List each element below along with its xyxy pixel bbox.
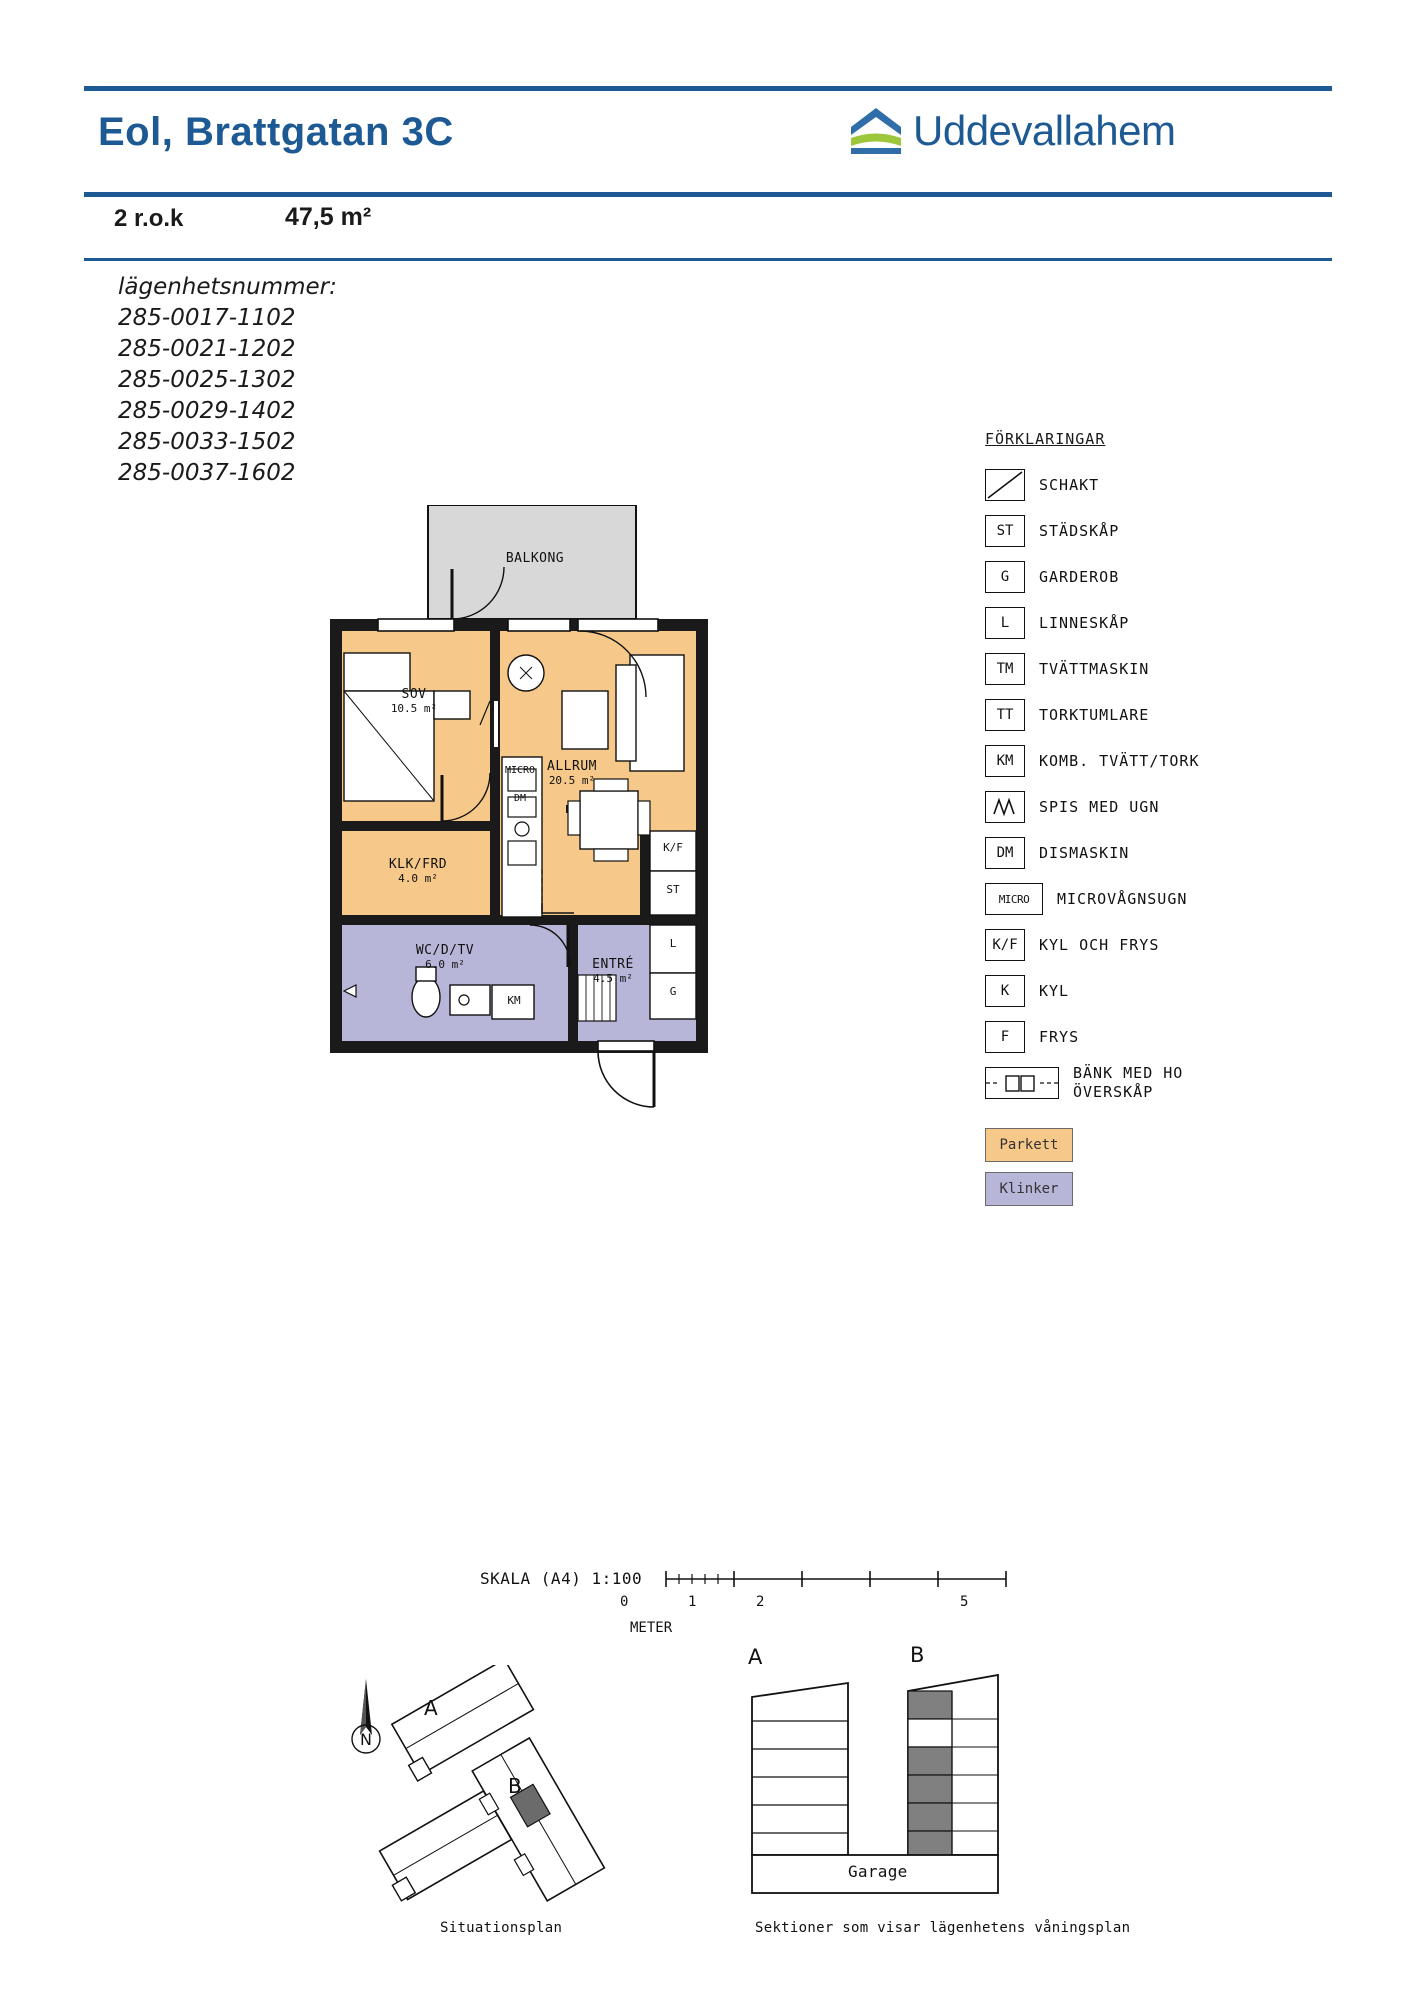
- scale-tick: 2: [756, 1594, 765, 1610]
- bench-sink-icon: [985, 1067, 1059, 1099]
- material-swatch-parkett: Parkett: [985, 1128, 1073, 1162]
- brand-name: Uddevallahem: [913, 107, 1176, 154]
- box-k-icon: K: [985, 975, 1025, 1007]
- apartment-number: 285-0029-1402: [118, 398, 296, 424]
- legend-item-bank-med-ho: [985, 1060, 1365, 1106]
- box-g-icon: G: [985, 561, 1025, 593]
- legend-item-diskmaskin: [985, 830, 1365, 876]
- page-title: Eol, Brattgatan 3C: [98, 110, 454, 154]
- legend-label: MICROVÅGNSUGN: [1057, 890, 1188, 908]
- legend-label: GARDEROB: [1039, 568, 1120, 586]
- room-label-allrum: ALLRUM 20.5 m²: [547, 759, 597, 787]
- box-kf-icon: K/F: [985, 929, 1025, 961]
- legend-item-tvattmaskin: [985, 646, 1365, 692]
- apartment-number: 285-0017-1102: [118, 305, 296, 331]
- box-f-icon: F: [985, 1021, 1025, 1053]
- legend-item-garderob: [985, 554, 1365, 600]
- legend-item-schakt: [985, 462, 1365, 508]
- room-label-balkong: BALKONG: [505, 551, 565, 566]
- box-l-icon: L: [985, 607, 1025, 639]
- situation-plan: [330, 1665, 660, 1915]
- legend-label: LINNESKÅP: [1039, 614, 1130, 632]
- brand-logo: [845, 105, 1176, 157]
- legend-item-linneskap: [985, 600, 1365, 646]
- box-tm-icon: TM: [985, 653, 1025, 685]
- apartment-number: 285-0033-1502: [118, 429, 296, 455]
- apartment-numbers-label: lägenhetsnummer:: [118, 274, 337, 300]
- scale-bar-graphic: [656, 1565, 1016, 1595]
- legend-label: TORKTUMLARE: [1039, 706, 1150, 724]
- scale-tick: 1: [688, 1594, 697, 1610]
- diagonal-line-icon: [985, 469, 1025, 501]
- box-tt-icon: TT: [985, 699, 1025, 731]
- box-dm-icon: DM: [985, 837, 1025, 869]
- legend-label: KYL: [1039, 982, 1070, 1000]
- appliance-tag-kf: K/F: [663, 841, 683, 854]
- room-label-klk-frd: KLK/FRD 4.0 m²: [388, 857, 448, 885]
- scale-tick: 5: [960, 1594, 969, 1610]
- appliance-tag-g: G: [669, 985, 677, 998]
- apartment-numbers: [118, 272, 337, 489]
- scale-tick: 0: [620, 1594, 629, 1610]
- material-swatch-klinker: Klinker: [985, 1172, 1073, 1206]
- area-label: 47,5 m²: [285, 203, 372, 231]
- legend-item-torktumlare: [985, 692, 1365, 738]
- svg-text:N: N: [360, 1730, 372, 1749]
- stove-icon: [985, 791, 1025, 823]
- legend-label: FRYS: [1039, 1028, 1080, 1046]
- room-label-entre: ENTRÉ 4.5 m²: [592, 957, 634, 985]
- legend-item-spis-med-ugn: [985, 784, 1365, 830]
- legend-item-frys: [985, 1014, 1365, 1060]
- floor-plan: [330, 505, 830, 1255]
- legend-label: TVÄTTMASKIN: [1039, 660, 1150, 678]
- legend-item-micro: [985, 876, 1365, 922]
- legend-label: SCHAKT: [1039, 476, 1100, 494]
- legend-label: STÄDSKÅP: [1039, 522, 1120, 540]
- section-marker-a: A: [748, 1645, 763, 1669]
- legend-label: KOMB. TVÄTT/TORK: [1039, 752, 1200, 770]
- sections-diagram: [740, 1643, 1100, 1915]
- scale-bar: [480, 1565, 1016, 1595]
- house-logo-icon: [845, 105, 907, 157]
- legend-item-komb-tvatt-tork: [985, 738, 1365, 784]
- appliance-tag-micro: MICRO: [504, 765, 536, 776]
- appliance-tag-dm: DM: [513, 793, 527, 804]
- legend-label: DISMASKIN: [1039, 844, 1130, 862]
- legend-label: SPIS MED UGN: [1039, 798, 1160, 816]
- legend-item-kyl-och-frys: [985, 922, 1365, 968]
- marker-b-label: B: [508, 1774, 522, 1798]
- box-st-icon: ST: [985, 515, 1025, 547]
- apartment-number: 285-0025-1302: [118, 367, 296, 393]
- appliance-tag-st: ST: [666, 883, 680, 896]
- legend: [985, 430, 1365, 1206]
- legend-item-kyl: [985, 968, 1365, 1014]
- legend-item-stadskap: [985, 508, 1365, 554]
- marker-a-label: A: [424, 1696, 438, 1720]
- box-micro-icon: MICRO: [985, 883, 1043, 915]
- sections-caption: Sektioner som visar lägenhetens våningsplan: [755, 1920, 1131, 1936]
- situation-plan-caption: Situationsplan: [440, 1920, 563, 1936]
- garage-label: Garage: [848, 1862, 908, 1881]
- header-rule-middle: [84, 192, 1332, 197]
- room-label-wc-d-tv: WC/D/TV 6.0 m²: [415, 943, 475, 971]
- room-count-label: 2 r.o.k: [114, 205, 184, 232]
- apartment-number: 285-0037-1602: [118, 460, 296, 486]
- room-label-sov: SOV 10.5 m²: [390, 687, 438, 715]
- apartment-number: 285-0021-1202: [118, 336, 296, 362]
- box-km-icon: KM: [985, 745, 1025, 777]
- header-rule-top: [84, 86, 1332, 91]
- compass-icon: [352, 1679, 380, 1753]
- header-rule-bottom: [84, 258, 1332, 261]
- scale-unit-label: METER: [630, 1620, 673, 1636]
- legend-title: FÖRKLARINGAR: [985, 430, 1106, 448]
- appliance-tag-km: KM: [507, 994, 521, 1007]
- appliance-tag-l: L: [669, 937, 677, 950]
- legend-label: BÄNK MED HO ÖVERSKÅP: [1073, 1064, 1184, 1101]
- scale-label: SKALA (A4) 1:100: [480, 1569, 643, 1588]
- section-marker-b: B: [910, 1643, 925, 1667]
- legend-label: KYL OCH FRYS: [1039, 936, 1160, 954]
